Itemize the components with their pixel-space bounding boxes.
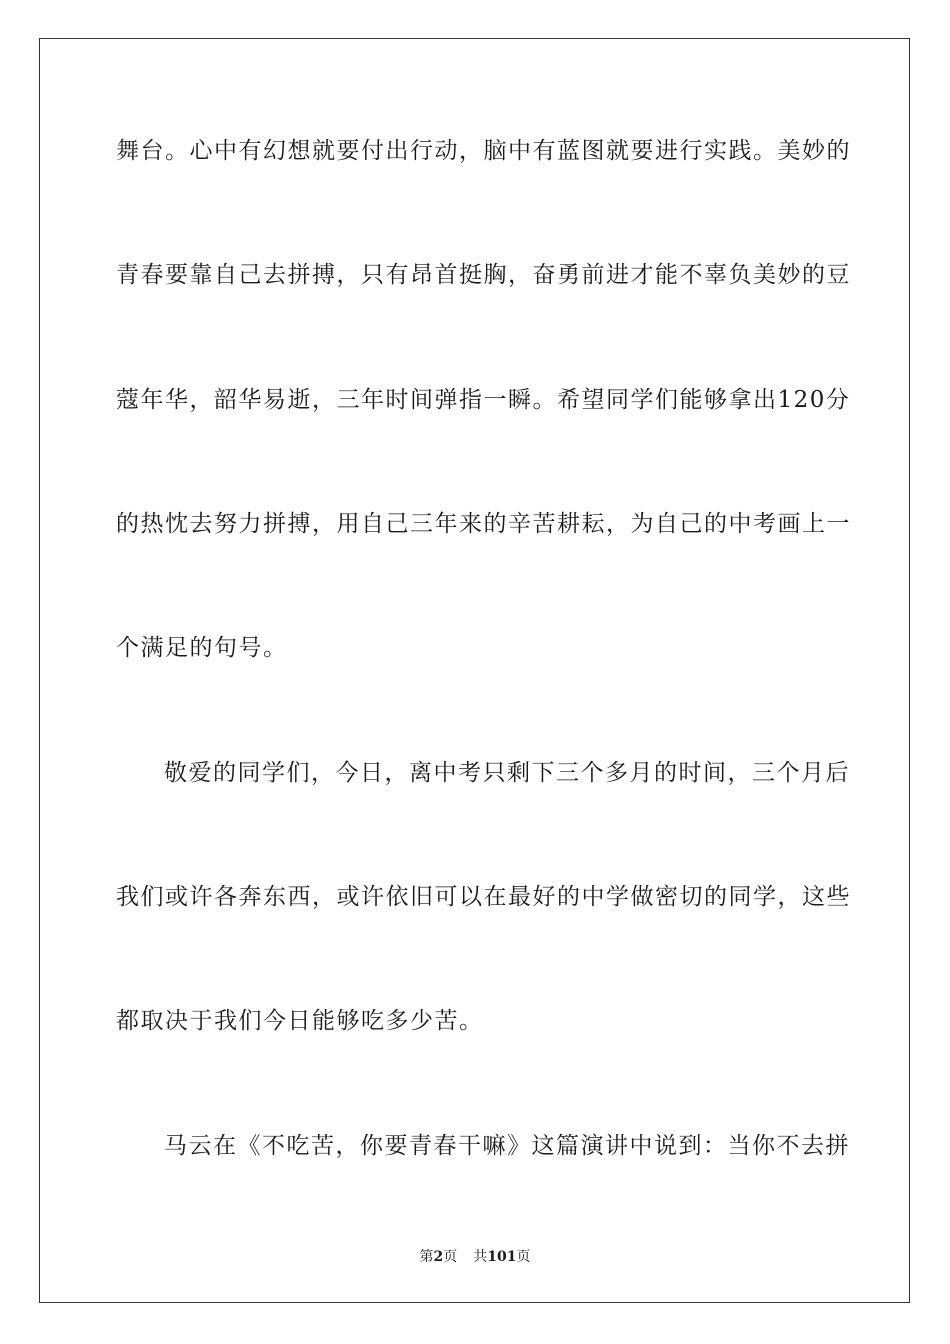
- page-border: [39, 38, 910, 1303]
- text-line: 我们或许各奔东西，或许依旧可以在最好的中学做密切的同学，这些: [116, 884, 851, 910]
- page-suffix: 页: [443, 1249, 458, 1265]
- text-line: 的热忱去努力拼搏，用自己三年来的辛苦耕耘，为自己的中考画上一: [116, 511, 851, 537]
- text-line: 舞台。心中有幻想就要付出行动，脑中有蓝图就要进行实践。美妙的: [116, 138, 851, 164]
- page-footer: [0, 1247, 950, 1267]
- text-line: 蔻年华，韶华易逝，三年时间弹指一瞬。希望同学们能够拿出120分: [116, 387, 851, 413]
- paragraph-start-line: 马云在《不吃苦，你要青春干嘛》这篇演讲中说到：当你不去拼: [164, 1133, 850, 1159]
- total-pages: 101: [487, 1249, 517, 1265]
- text-line: 个满足的句号。: [116, 635, 288, 661]
- text-line: 都取决于我们今日能够吃多少苦。: [116, 1008, 484, 1034]
- total-prefix: 共: [473, 1249, 488, 1265]
- text-line: 青春要靠自己去拼搏，只有昂首挺胸，奋勇前进才能不辜负美妙的豆: [116, 262, 851, 288]
- page-number: 2: [433, 1249, 444, 1265]
- paragraph-start-line: 敬爱的同学们，今日，离中考只剩下三个多月的时间，三个月后: [164, 760, 850, 786]
- total-suffix: 页: [516, 1249, 531, 1265]
- page-prefix: 第: [419, 1249, 434, 1265]
